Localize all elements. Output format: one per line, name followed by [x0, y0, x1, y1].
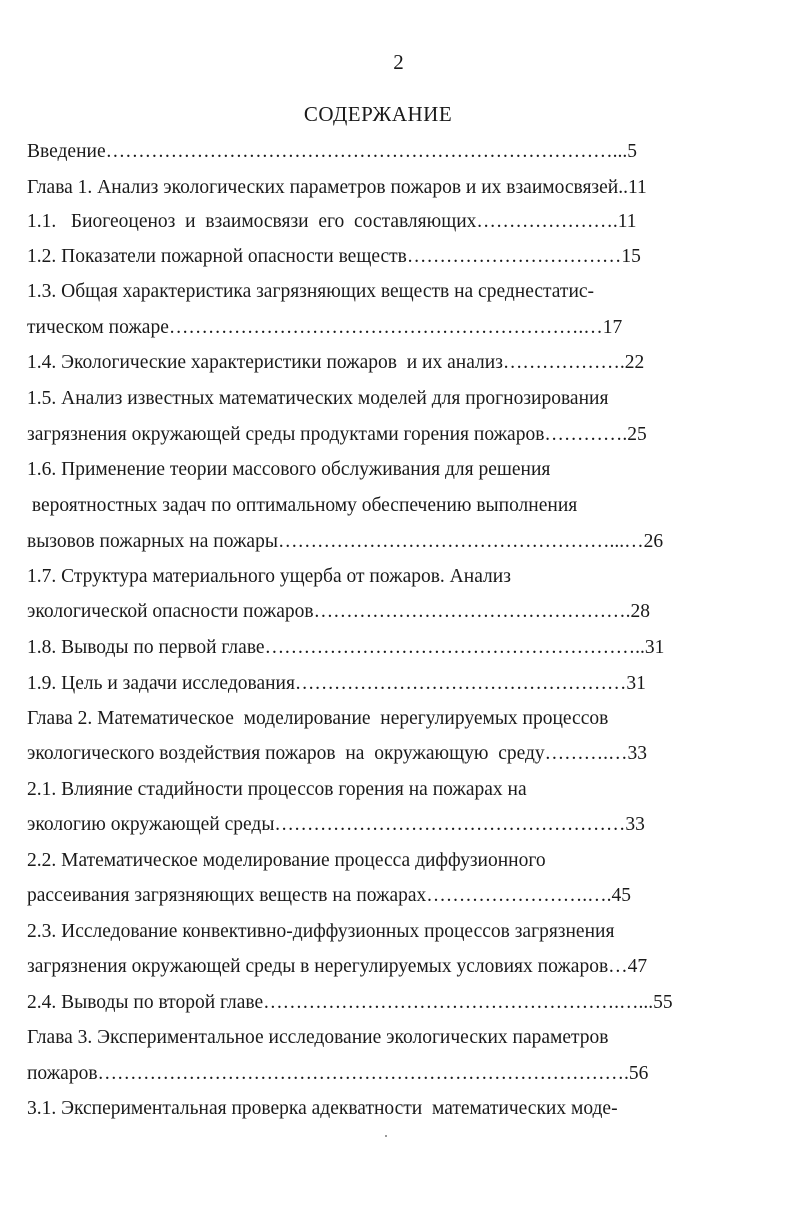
toc-line-chapter-2: Глава 2. Математическое моделирование нерегулируемых процессов: [27, 708, 609, 729]
toc-line-1-3-cont: тическом пожаре……………………………………………………….…17: [27, 317, 623, 338]
toc-line-1-6-cont-2: вызовов пожарных на пожары……………………………………………...…26: [27, 531, 664, 552]
toc-line-chapter-1: Глава 1. Анализ экологических параметров пожаров и их взаимосвязей..11: [27, 177, 647, 198]
toc-line-2-3: 2.3. Исследование конвективно-диффузионных процессов загрязнения: [27, 921, 615, 942]
toc-line-1-6-cont-1: вероятностных задач по оптимальному обеспечению выполнения: [27, 495, 578, 516]
toc-line-1-9: 1.9. Цель и задачи исследования……………………………………………31: [27, 673, 646, 694]
page-number: 2: [393, 50, 404, 74]
toc-line-chapter-3-cont: пожаров……………………………………………………………………….56: [27, 1063, 649, 1084]
toc-line-introduction: Введение……………………………………………………………………...5: [27, 141, 637, 162]
toc-line-1-5: 1.5. Анализ известных математических моделей для прогнозирования: [27, 388, 609, 409]
toc-line-chapter-2-cont: экологического воздействия пожаров на окружающую среду……….…33: [27, 743, 648, 764]
toc-title: СОДЕРЖАНИЕ: [303, 102, 453, 126]
toc-line-1-4: 1.4. Экологические характеристики пожаров и их анализ……………….22: [27, 352, 645, 373]
toc-line-1-6: 1.6. Применение теории массового обслуживания для решения: [27, 459, 551, 480]
toc-line-2-3-cont: загрязнения окружающей среды в нерегулируемых условиях пожаров…47: [27, 956, 648, 977]
toc-line-2-4: 2.4. Выводы по второй главе……………………………………………….…...55: [27, 992, 673, 1013]
toc-line-1-2: 1.2. Показатели пожарной опасности веществ……………………………15: [27, 246, 641, 267]
toc-line-2-1-cont: экологию окружающей среды………………………………………………33: [27, 814, 645, 835]
toc-line-1-5-cont: загрязнения окружающей среды продуктами горения пожаров………….25: [27, 424, 647, 445]
toc-line-1-7-cont: экологической опасности пожаров………………………………………….28: [27, 601, 650, 622]
toc-line-1-8: 1.8. Выводы по первой главе…………………………………………………..31: [27, 637, 665, 658]
toc-line-chapter-3: Глава 3. Экспериментальное исследование экологических параметров: [27, 1027, 609, 1048]
toc-line-2-2-cont: рассеивания загрязняющих веществ на пожарах…………………….….45: [27, 885, 632, 906]
toc-line-1-3: 1.3. Общая характеристика загрязняющих веществ на среднестатис-: [27, 281, 595, 302]
toc-line-2-2: 2.2. Математическое моделирование процесса диффузионного: [27, 850, 546, 871]
scan-speck: [385, 1135, 387, 1137]
toc-line-1-1: 1.1. Биогеоценоз и взаимосвязи его составляющих………………….11: [27, 211, 637, 232]
toc-line-3-1: 3.1. Экспериментальная проверка адекватности математических моде-: [27, 1098, 618, 1119]
toc-line-2-1: 2.1. Влияние стадийности процессов горения на пожарах на: [27, 779, 527, 800]
toc-line-1-7: 1.7. Структура материального ущерба от пожаров. Анализ: [27, 566, 511, 587]
